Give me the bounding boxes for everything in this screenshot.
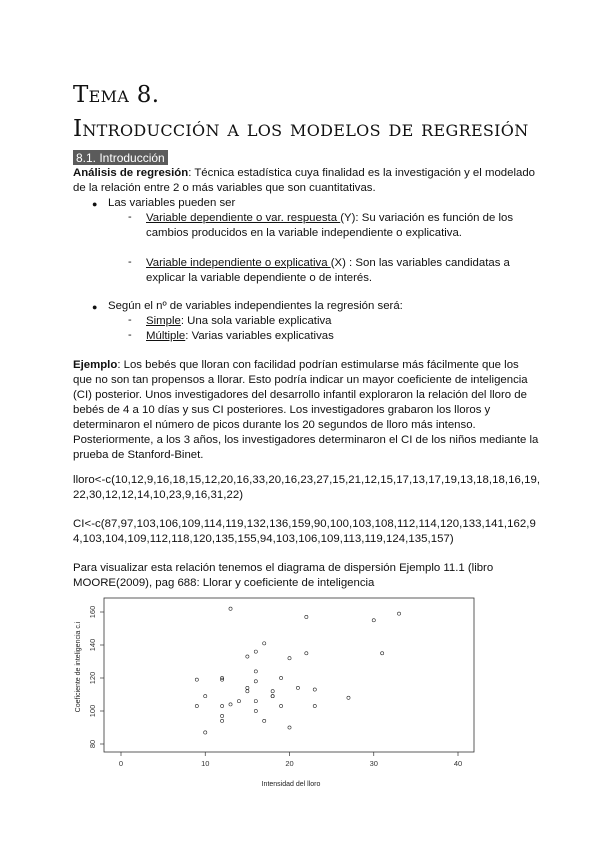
independent-variable-item (146, 256, 526, 286)
y-tick-label: 120 (88, 671, 97, 685)
data-point (305, 615, 308, 618)
data-point (313, 688, 316, 691)
section-heading: 8.1. Introducción (73, 150, 168, 165)
independent-variable-term: Variable independiente o explicativa (146, 257, 331, 269)
x-tick-label: 40 (453, 759, 463, 768)
types-lead: Según el nº de variables independientes la regresión será: (108, 300, 403, 312)
bullet-dot: ● (92, 199, 98, 209)
x-tick-label: 30 (369, 759, 378, 768)
x-tick-label: 20 (285, 759, 294, 768)
x-axis-label: Intensidad del lloro (261, 781, 321, 788)
dependent-variable-term: Variable dependiente o var. respuesta (146, 212, 341, 224)
data-point (254, 700, 257, 703)
data-point (271, 695, 274, 698)
y-axis (88, 606, 104, 748)
scatter-plot (70, 592, 490, 802)
data-point (237, 700, 240, 703)
data-point (288, 657, 291, 660)
visualize-paragraph: Para visualizar esta relación tenemos el diagrama de dispersión Ejemplo 11.1 (libro MOORE(2009), pag 688: Llorar y coeficiente de inteligencia (73, 562, 494, 589)
data-point (229, 607, 232, 610)
data-point (263, 642, 266, 645)
example-term: Ejemplo (73, 359, 118, 371)
data-point (221, 704, 224, 707)
data-point (372, 619, 375, 622)
dash-marker: - (128, 329, 132, 341)
intro-term: Análisis de regresión (73, 167, 189, 179)
independent-variable-symbol: (X) (330, 257, 346, 269)
example-paragraph (73, 358, 539, 463)
data-point (296, 686, 299, 689)
simple-desc: : Una sola variable explicativa (180, 315, 332, 327)
data-point (263, 719, 266, 722)
data-points (195, 607, 400, 734)
x-axis (119, 752, 462, 768)
data-point (397, 612, 400, 615)
variables-lead: Las variables pueden ser (108, 197, 236, 209)
dash-marker: - (128, 256, 132, 268)
y-tick-label: 80 (88, 739, 97, 749)
data-point (279, 704, 282, 707)
y-tick-label: 100 (88, 704, 97, 718)
data-point (305, 652, 308, 655)
data-point (271, 690, 274, 693)
data-point (347, 696, 350, 699)
bullet-dot: ● (92, 302, 98, 312)
data-point (313, 704, 316, 707)
data-point (288, 726, 291, 729)
ci-vector: CI<-c(87,97,103,106,109,114,119,132,136,159,90,100,103,108,112,114,120,133,141,162,94,103,104,109,112,118,120,135,155,94,103,106,109,113,119,124,135,157) (73, 518, 536, 545)
simple-item (146, 314, 332, 329)
data-point (204, 731, 207, 734)
data-point (254, 650, 257, 653)
data-point (254, 670, 257, 673)
intro-text: : Técnica estadística cuya finalidad es la investigación y el modelado de la relación entre 2 o más variables que son cuantitativas. (73, 167, 535, 194)
data-point (221, 719, 224, 722)
chapter-number: Tema 8. (73, 82, 160, 108)
data-point (195, 704, 198, 707)
data-point (221, 714, 224, 717)
dash-marker: - (128, 211, 132, 223)
title-block (73, 78, 529, 146)
example-text: : Los bebés que lloran con facilidad podrían estimularse más fácilmente que los que no son tan propensos a llorar. Esto podría indicar un mayor coeficiente de inteligencia (CI) posterior. Unos investigadores del desarrollo infantil exploraron la relación del lloro de bebés de 4 a 10 días y sus CI posteriores. Los investigadores grabaron los lloros y determinaron el número de picos durante los 20 segundos de lloro más intenso. Posteriormente, a los 3 años, los investigadores determinaron el CI de los niños mediante la prueba de Stanford-Binet. (73, 359, 539, 461)
multiple-term: Múltiple (146, 330, 186, 342)
independent-variable-desc: : Son las variables candidatas a explicar la variable dependiente o de interés. (146, 257, 510, 284)
chapter-title: Introducción a los modelos de regresión (73, 116, 529, 142)
data-point (246, 690, 249, 693)
data-point (246, 655, 249, 658)
intro-paragraph (73, 166, 535, 196)
x-tick-label: 10 (201, 759, 210, 768)
data-point (229, 703, 232, 706)
data-point (254, 709, 257, 712)
multiple-item (146, 329, 334, 344)
data-point (204, 695, 207, 698)
dependent-variable-item (146, 211, 526, 241)
dependent-variable-symbol: (Y) (340, 212, 356, 224)
y-tick-label: 160 (88, 605, 97, 619)
simple-term: Simple (146, 315, 181, 327)
multiple-desc: : Varias variables explicativas (185, 330, 334, 342)
dependent-variable-desc: : Su variación es función de los cambios producidos en la variable independiente o explicativa. (146, 212, 514, 239)
data-point (381, 652, 384, 655)
data-point (254, 680, 257, 683)
data-point (195, 678, 198, 681)
y-axis-label: Coeficiente de inteligencia c.i (75, 621, 82, 713)
x-tick-label: 0 (118, 759, 124, 768)
lloro-vector: lloro<-c(10,12,9,16,18,15,12,20,16,33,20,16,23,27,15,21,12,15,17,13,17,19,13,18,18,16,19,22,30,12,12,14,10,23,9,16,31,22) (73, 474, 541, 501)
y-tick-label: 140 (88, 638, 97, 652)
data-point (279, 676, 282, 679)
data-point (246, 686, 249, 689)
dash-marker: - (128, 314, 132, 326)
